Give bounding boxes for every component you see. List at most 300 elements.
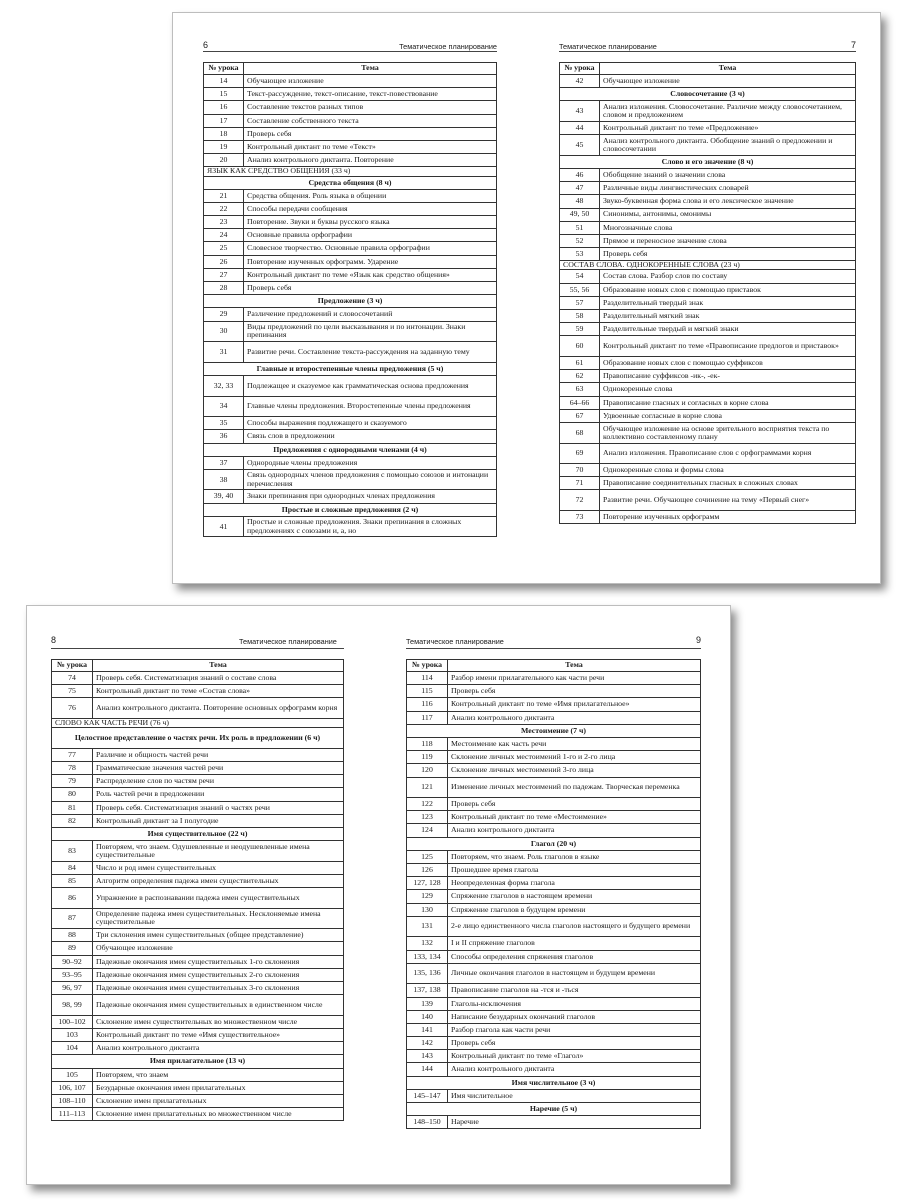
lesson-topic: Прошедшее время глагола: [448, 864, 701, 877]
lesson-topic: Проверь себя. Систематизация знаний о частях речи: [93, 801, 344, 814]
lesson-number: 131: [407, 916, 448, 937]
lesson-topic: Подлежащее и сказуемое как грамматическая основа предложения: [244, 375, 497, 396]
table-row: [560, 182, 856, 195]
table-row: [52, 1042, 344, 1055]
lesson-topic: Связь слов в предложении: [244, 430, 497, 443]
lesson-number: 51: [560, 221, 600, 234]
subsection-heading: Наречие (5 ч): [407, 1103, 701, 1116]
table-row: [52, 908, 344, 929]
table-row: [407, 1050, 701, 1063]
section-heading-row: [204, 167, 497, 176]
subsection-heading-row: [204, 362, 497, 375]
lesson-topic: Падежные окончания имен существительных 2-го склонения: [93, 968, 344, 981]
lesson-number: 24: [204, 229, 244, 242]
table-row: [560, 383, 856, 396]
subsection-heading-row: [52, 827, 344, 840]
table-row: [204, 516, 497, 537]
lesson-number: 49, 50: [560, 208, 600, 221]
lesson-number: 125: [407, 850, 448, 863]
table-row: [560, 208, 856, 221]
lesson-number: 119: [407, 751, 448, 764]
lesson-number: 55, 56: [560, 283, 600, 296]
lesson-topic: Способы передачи сообщения: [244, 202, 497, 215]
table-row: [204, 154, 497, 167]
lesson-number: 82: [52, 814, 93, 827]
table-row: [407, 1010, 701, 1023]
lesson-topic: Анализ контрольного диктанта. Повторение: [244, 154, 497, 167]
table-row: [407, 1116, 701, 1129]
section-heading-row: [560, 261, 856, 270]
lesson-topic: Основные правила орфографии: [244, 229, 497, 242]
lesson-number: 32, 33: [204, 375, 244, 396]
table-row: [52, 968, 344, 981]
section-heading: ЯЗЫК КАК СРЕДСТВО ОБЩЕНИЯ (33 ч): [204, 167, 497, 176]
lesson-topic: Контрольный диктант по теме «Правописание предлогов и приставок»: [600, 336, 856, 357]
running-header: [559, 42, 856, 52]
lesson-number: 26: [204, 255, 244, 268]
lesson-number: 54: [560, 270, 600, 283]
lesson-topic: Наречие: [448, 1116, 701, 1129]
lesson-number: 58: [560, 310, 600, 323]
table-row: [52, 1068, 344, 1081]
lesson-number: 79: [52, 775, 93, 788]
lesson-topic: Проверь себя. Систематизация знаний о составе слова: [93, 672, 344, 685]
table-row: [204, 417, 497, 430]
table-row: [204, 342, 497, 363]
lesson-number: 71: [560, 477, 600, 490]
page-number: 6: [203, 40, 209, 50]
lesson-topic: Правописание соединительных гласных в сложных словах: [600, 477, 856, 490]
subsection-heading-row: [52, 1055, 344, 1068]
table-row: [52, 1081, 344, 1094]
table-row: [560, 234, 856, 247]
lesson-number: 44: [560, 121, 600, 134]
lesson-topic: Разбор имени прилагательного как части речи: [448, 672, 701, 685]
lesson-number: 88: [52, 929, 93, 942]
table-row: [204, 456, 497, 469]
subsection-heading-row: [407, 1076, 701, 1089]
lesson-topic: Контрольный диктант по теме «Глагол»: [448, 1050, 701, 1063]
lesson-topic: Образование новых слов с помощью приставок: [600, 283, 856, 296]
lesson-topic: Повторяем, что знаем. Роль глаголов в языке: [448, 850, 701, 863]
subsection-heading: Целостное представление о частях речи. Их роль в предложении (6 ч): [52, 728, 344, 749]
table-row: [407, 824, 701, 837]
subsection-heading-row: [560, 155, 856, 168]
lesson-topic: Анализ изложения. Словосочетание. Различие между словосочетанием, словом и предложением: [600, 101, 856, 122]
table-row: [560, 121, 856, 134]
lesson-number: 96, 97: [52, 981, 93, 994]
table-row: [52, 1094, 344, 1107]
lesson-number: 14: [204, 75, 244, 88]
lesson-topic: Средства общения. Роль языка в общении: [244, 189, 497, 202]
table-row: [407, 950, 701, 963]
table-row: [560, 356, 856, 369]
table-row: [560, 370, 856, 383]
table-row: [204, 216, 497, 229]
lesson-topic: Анализ контрольного диктанта: [448, 1063, 701, 1076]
lesson-number: 133, 134: [407, 950, 448, 963]
lesson-topic: Однокоренные слова и формы слова: [600, 464, 856, 477]
table-row: [407, 1089, 701, 1102]
table-row: [52, 981, 344, 994]
lesson-topic: Грамматические значения частей речи: [93, 761, 344, 774]
lesson-number: 15: [204, 88, 244, 101]
lesson-topic: Анализ контрольного диктанта: [448, 711, 701, 724]
table-row: [560, 396, 856, 409]
lesson-number: 70: [560, 464, 600, 477]
lesson-number: 37: [204, 456, 244, 469]
lesson-number: 29: [204, 308, 244, 321]
lesson-number: 43: [560, 101, 600, 122]
lesson-topic: Склонение имен существительных во множественном числе: [93, 1015, 344, 1028]
lesson-number: 83: [52, 841, 93, 862]
lesson-topic: Обучающее изложение на основе зрительного восприятия текста по коллективно составленному плану: [600, 422, 856, 443]
table-row: [52, 698, 344, 719]
lesson-topic: Определение падежа имен существительных. Несклоняемые имена существительные: [93, 908, 344, 929]
lesson-number: 104: [52, 1042, 93, 1055]
subsection-heading: Предложение (3 ч): [204, 295, 497, 308]
lesson-number: 100–102: [52, 1015, 93, 1028]
lesson-topic: Контрольный диктант по теме «Имя прилагательное»: [448, 698, 701, 711]
lesson-number: 137, 138: [407, 984, 448, 997]
lesson-number: 86: [52, 888, 93, 909]
lesson-number: 62: [560, 370, 600, 383]
table-row: [204, 88, 497, 101]
lesson-topic: 2-е лицо единственного числа глаголов настоящего и будущего времени: [448, 916, 701, 937]
table-row: [52, 748, 344, 761]
col-header-topic: Тема: [600, 63, 856, 75]
lesson-number: 135, 136: [407, 963, 448, 984]
table-row: [560, 283, 856, 296]
lesson-topic: Роль частей речи в предложении: [93, 788, 344, 801]
table-row: [407, 864, 701, 877]
lesson-topic: Разбор глагола как части речи: [448, 1023, 701, 1036]
table-row: [560, 168, 856, 181]
subsection-heading-row: [407, 724, 701, 737]
col-header-lesson-number: № урока: [560, 63, 600, 75]
book-spread-pages-6-7: [172, 12, 881, 584]
table-row: [52, 761, 344, 774]
lesson-topic: Изменение личных местоимений по падежам. Творческая переменка: [448, 777, 701, 798]
lesson-number: 148–150: [407, 1116, 448, 1129]
subsection-heading-row: [407, 837, 701, 850]
lesson-number: 25: [204, 242, 244, 255]
lesson-number: 85: [52, 874, 93, 887]
lesson-number: 116: [407, 698, 448, 711]
lesson-topic: Анализ контрольного диктанта: [93, 1042, 344, 1055]
table-row: [407, 685, 701, 698]
lesson-topic: Контрольный диктант по теме «Текст»: [244, 140, 497, 153]
table-row: [52, 874, 344, 887]
lesson-topic: Проверь себя: [600, 248, 856, 261]
col-header-lesson-number: № урока: [407, 660, 448, 672]
lesson-number: 140: [407, 1010, 448, 1023]
lesson-number: 98, 99: [52, 995, 93, 1016]
table-row: [52, 801, 344, 814]
lesson-topic: Проверь себя: [448, 1037, 701, 1050]
table-row: [204, 308, 497, 321]
running-header: [406, 637, 701, 649]
table-row: [204, 189, 497, 202]
lesson-number: 103: [52, 1028, 93, 1041]
lesson-number: 57: [560, 296, 600, 309]
lesson-topic: Различные виды лингвистических словарей: [600, 182, 856, 195]
lesson-number: 75: [52, 685, 93, 698]
lesson-number: 106, 107: [52, 1081, 93, 1094]
lesson-topic: Падежные окончания имен существительных 3-го склонения: [93, 981, 344, 994]
table-row: [52, 861, 344, 874]
lesson-number: 142: [407, 1037, 448, 1050]
lesson-topic: Удвоенные согласные в корне слова: [600, 409, 856, 422]
lesson-number: 36: [204, 430, 244, 443]
book-spread-pages-8-9: [26, 605, 731, 1185]
table-row: [407, 672, 701, 685]
lesson-topic: Проверь себя: [448, 685, 701, 698]
lesson-topic: Анализ контрольного диктанта: [448, 824, 701, 837]
section-heading: СЛОВО КАК ЧАСТЬ РЕЧИ (76 ч): [52, 718, 344, 727]
lesson-topic: Многозначные слова: [600, 221, 856, 234]
lesson-number: 16: [204, 101, 244, 114]
lesson-number: 61: [560, 356, 600, 369]
lesson-number: 90–92: [52, 955, 93, 968]
lesson-number: 68: [560, 422, 600, 443]
table-row: [560, 101, 856, 122]
page-number: 7: [850, 40, 856, 50]
lesson-topic: Анализ изложения. Правописание слов с орфограммами корня: [600, 443, 856, 464]
lesson-topic: Образование новых слов с помощью суффиксов: [600, 356, 856, 369]
table-row: [204, 229, 497, 242]
table-row: [560, 195, 856, 208]
subsection-heading-row: [204, 176, 497, 189]
lesson-number: 31: [204, 342, 244, 363]
lesson-number: 105: [52, 1068, 93, 1081]
lesson-topic: Повторяем, что знаем. Одушевленные и неодушевленные имена существительные: [93, 841, 344, 862]
lesson-number: 127, 128: [407, 877, 448, 890]
lesson-number: 74: [52, 672, 93, 685]
lesson-topic: Алгоритм определения падежа имен существительных: [93, 874, 344, 887]
lesson-topic: Имя числительное: [448, 1089, 701, 1102]
running-header: [51, 637, 344, 649]
lesson-topic: Разделительный мягкий знак: [600, 310, 856, 323]
lesson-number: 73: [560, 511, 600, 524]
lesson-number: 114: [407, 672, 448, 685]
lesson-number: 130: [407, 903, 448, 916]
lesson-number: 117: [407, 711, 448, 724]
lesson-topic: Простые и сложные предложения. Знаки препинания в сложных предложениях с союзами и, а, но: [244, 516, 497, 537]
lesson-topic: Знаки препинания при однородных членах предложения: [244, 490, 497, 503]
lesson-number: 145–147: [407, 1089, 448, 1102]
lesson-number: 144: [407, 1063, 448, 1076]
lesson-table: [51, 659, 344, 1121]
col-header-topic: Тема: [93, 660, 344, 672]
lesson-number: 123: [407, 811, 448, 824]
lesson-topic: Правописание гласных и согласных в корне слова: [600, 396, 856, 409]
table-row: [204, 255, 497, 268]
table-row: [407, 877, 701, 890]
lesson-number: 45: [560, 135, 600, 156]
lesson-number: 52: [560, 234, 600, 247]
table-row: [407, 937, 701, 950]
table-row: [407, 1023, 701, 1036]
table-row: [560, 221, 856, 234]
lesson-topic: Контрольный диктант по теме «Язык как средство общения»: [244, 268, 497, 281]
lesson-topic: Обучающее изложение: [600, 75, 856, 88]
lesson-number: 69: [560, 443, 600, 464]
lesson-topic: Повторение изученных орфограмм. Ударение: [244, 255, 497, 268]
lesson-topic: Различие и общность частей речи: [93, 748, 344, 761]
lesson-table: [406, 659, 701, 1129]
lesson-number: 64–66: [560, 396, 600, 409]
table-row: [560, 477, 856, 490]
lesson-number: 41: [204, 516, 244, 537]
table-row: [560, 422, 856, 443]
page-number: 9: [695, 635, 701, 645]
lesson-topic: Личные окончания глаголов в настоящем и будущем времени: [448, 963, 701, 984]
lesson-topic: Контрольный диктант за I полугодие: [93, 814, 344, 827]
running-title: Тематическое планирование: [399, 42, 497, 51]
subsection-heading-row: [407, 1103, 701, 1116]
table-row: [204, 202, 497, 215]
lesson-topic: Разделительные твердый и мягкий знаки: [600, 323, 856, 336]
section-heading-row: [52, 718, 344, 727]
lesson-topic: Написание безударных окончаний глаголов: [448, 1010, 701, 1023]
lesson-number: 34: [204, 396, 244, 417]
table-row: [407, 751, 701, 764]
lesson-topic: Однокоренные слова: [600, 383, 856, 396]
table-row: [204, 430, 497, 443]
lesson-number: 20: [204, 154, 244, 167]
lesson-topic: Способы выражения подлежащего и сказуемого: [244, 417, 497, 430]
table-row: [52, 814, 344, 827]
subsection-heading: Простые и сложные предложения (2 ч): [204, 503, 497, 516]
table-row: [560, 323, 856, 336]
table-row: [407, 916, 701, 937]
lesson-table: [559, 62, 856, 524]
lesson-number: 19: [204, 140, 244, 153]
page-number: 8: [51, 635, 57, 645]
lesson-topic: Проверь себя: [448, 798, 701, 811]
lesson-number: 72: [560, 490, 600, 511]
subsection-heading-row: [560, 88, 856, 101]
table-row: [407, 711, 701, 724]
table-row: [407, 698, 701, 711]
lesson-number: 111–113: [52, 1108, 93, 1121]
lesson-number: 22: [204, 202, 244, 215]
lesson-number: 60: [560, 336, 600, 357]
table-row: [52, 955, 344, 968]
table-row: [407, 737, 701, 750]
section-heading: СОСТАВ СЛОВА. ОДНОКОРЕННЫЕ СЛОВА (23 ч): [560, 261, 856, 270]
lesson-topic: Однородные члены предложения: [244, 456, 497, 469]
lesson-number: 118: [407, 737, 448, 750]
subsection-heading: Предложения с однородными членами (4 ч): [204, 443, 497, 456]
lesson-topic: Повторение изученных орфограмм: [600, 511, 856, 524]
subsection-heading: Словосочетание (3 ч): [560, 88, 856, 101]
table-row: [52, 841, 344, 862]
lesson-number: 77: [52, 748, 93, 761]
lesson-number: 87: [52, 908, 93, 929]
table-row: [407, 1037, 701, 1050]
lesson-topic: Контрольный диктант по теме «Состав слова»: [93, 685, 344, 698]
table-row: [204, 101, 497, 114]
lesson-number: 80: [52, 788, 93, 801]
lesson-number: 93–95: [52, 968, 93, 981]
lesson-number: 120: [407, 764, 448, 777]
lesson-number: 59: [560, 323, 600, 336]
lesson-number: 126: [407, 864, 448, 877]
lesson-topic: Составление текстов разных типов: [244, 101, 497, 114]
lesson-number: 143: [407, 1050, 448, 1063]
lesson-number: 35: [204, 417, 244, 430]
col-header-topic: Тема: [244, 63, 497, 75]
lesson-topic: Безударные окончания имен прилагательных: [93, 1081, 344, 1094]
lesson-topic: Разделительный твердый знак: [600, 296, 856, 309]
lesson-topic: Главные члены предложения. Второстепенные члены предложения: [244, 396, 497, 417]
lesson-number: 67: [560, 409, 600, 422]
lesson-topic: Падежные окончания имен существительных в единственном числе: [93, 995, 344, 1016]
lesson-number: 27: [204, 268, 244, 281]
lesson-topic: Правописание глаголов на -тся и -ться: [448, 984, 701, 997]
lesson-topic: Различение предложений и словосочетаний: [244, 308, 497, 321]
lesson-number: 124: [407, 824, 448, 837]
col-header-lesson-number: № урока: [204, 63, 244, 75]
lesson-number: 47: [560, 182, 600, 195]
lesson-number: 42: [560, 75, 600, 88]
lesson-topic: Правописание суффиксов -ик-, -ек-: [600, 370, 856, 383]
lesson-topic: Три склонения имен существительных (общее представление): [93, 929, 344, 942]
lesson-topic: Текст-рассуждение, текст-описание, текст-повествование: [244, 88, 497, 101]
lesson-topic: Словесное творчество. Основные правила орфографии: [244, 242, 497, 255]
table-row: [560, 511, 856, 524]
lesson-topic: Число и род имен существительных: [93, 861, 344, 874]
running-title: Тематическое планирование: [559, 42, 657, 51]
table-row: [560, 409, 856, 422]
table-row: [407, 1063, 701, 1076]
lesson-topic: Местоимение как часть речи: [448, 737, 701, 750]
lesson-topic: Звуко-буквенная форма слова и его лексическое значение: [600, 195, 856, 208]
table-row: [204, 127, 497, 140]
lesson-number: 21: [204, 189, 244, 202]
subsection-heading: Имя числительное (3 ч): [407, 1076, 701, 1089]
lesson-topic: Обобщение знаний о значении слова: [600, 168, 856, 181]
lesson-number: 76: [52, 698, 93, 719]
table-row: [52, 685, 344, 698]
subsection-heading-row: [204, 295, 497, 308]
table-row: [52, 888, 344, 909]
lesson-topic: Контрольный диктант по теме «Предложение»: [600, 121, 856, 134]
lesson-topic: Виды предложений по цели высказывания и по интонации. Знаки препинания: [244, 321, 497, 342]
table-row: [407, 798, 701, 811]
table-row: [204, 490, 497, 503]
table-row: [407, 764, 701, 777]
lesson-number: 63: [560, 383, 600, 396]
lesson-number: 38: [204, 469, 244, 490]
table-row: [560, 310, 856, 323]
table-row: [407, 903, 701, 916]
subsection-heading-row: [204, 503, 497, 516]
lesson-number: 53: [560, 248, 600, 261]
table-row: [204, 282, 497, 295]
table-row: [52, 995, 344, 1016]
lesson-topic: Повторение. Звуки и буквы русского языка: [244, 216, 497, 229]
table-row: [52, 929, 344, 942]
lesson-topic: Состав слова. Разбор слов по составу: [600, 270, 856, 283]
lesson-topic: Спряжение глаголов в будущем времени: [448, 903, 701, 916]
lesson-number: 108–110: [52, 1094, 93, 1107]
subsection-heading: Имя существительное (22 ч): [52, 827, 344, 840]
table-row: [204, 268, 497, 281]
subsection-heading-row: [52, 728, 344, 749]
